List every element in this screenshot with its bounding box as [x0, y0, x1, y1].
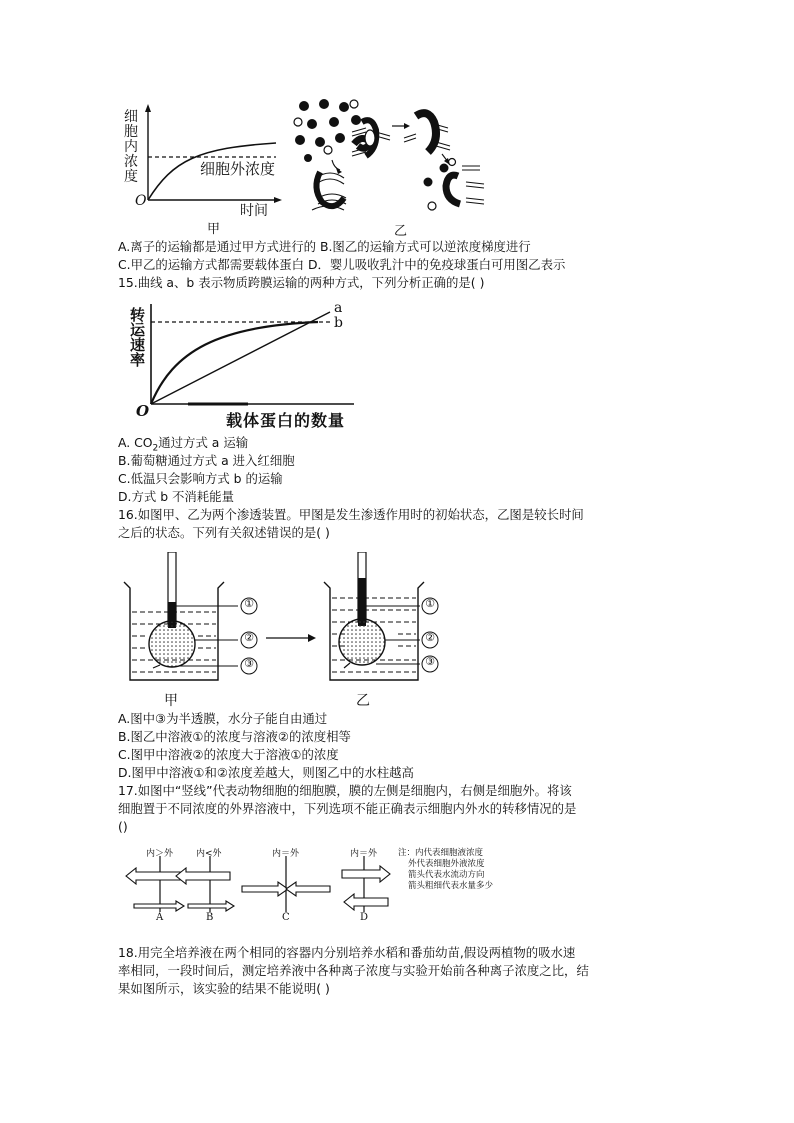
- jia-caption: 甲: [207, 222, 221, 237]
- q17-header-c: 内＝外: [272, 849, 300, 859]
- q15-option-c: C.低温只会影响方式 b 的运输: [118, 471, 283, 486]
- q17-header-d: 内＝外: [350, 849, 378, 859]
- q14-option-cd: C.甲乙的运输方式都需要载体蛋白 D．婴儿吸收乳汁中的免疫球蛋白可用图乙表示: [118, 257, 566, 272]
- q14-option-ab: A.离子的运输都是通过甲方式进行的 B.图乙的运输方式可以逆浓度梯度进行: [118, 239, 531, 254]
- jia-origin: O: [135, 193, 147, 209]
- osmosis-caption-jia: 甲: [164, 693, 178, 709]
- osmosis-caption-yi: 乙: [356, 693, 370, 709]
- q17-letter-c: C: [282, 912, 290, 923]
- q17-letter-d: D: [360, 912, 369, 923]
- label-1-jia: ①: [244, 597, 254, 610]
- jia-curve-label: 细胞外浓度: [200, 160, 276, 178]
- q17-stem-line2: 细胞置于不同浓度的外界溶液中，下列选项不能正确表示细胞内外水的转移情况的是: [118, 801, 577, 816]
- q16-option-c: C.图甲中溶液②的浓度大于溶液①的浓度: [118, 747, 339, 762]
- jia-ylabel: 细 胞 内 浓 度: [124, 109, 138, 185]
- q16-option-a: A.图中③为半透膜，水分子能自由通过: [118, 711, 328, 726]
- jia-xlabel: 时间: [240, 203, 268, 219]
- transport-origin: O: [136, 402, 150, 420]
- label-2-yi: ②: [425, 631, 435, 644]
- q17-letter-a: A: [156, 912, 164, 923]
- q17-notes: 注：内代表细胞液浓度 外代表细胞外液浓度 箭头代表水流动方向 箭头粗细代表水量多少: [398, 848, 494, 891]
- q16-stem-line2: 之后的状态。下列有关叙述错误的是( ): [118, 525, 330, 540]
- figure-transport-rate-graph: [118, 296, 358, 416]
- transport-xlabel: 载体蛋白的数量: [226, 411, 346, 430]
- curve-a-label: a: [334, 300, 343, 316]
- q17-letter-b: B: [206, 912, 214, 923]
- yi-caption: 乙: [394, 224, 408, 239]
- q17-header-a: 内＞外: [146, 849, 174, 859]
- figure-osmosis-apparatus: [118, 552, 448, 687]
- q15-option-a: A. $CO_2$通过方式 a 运输: [118, 435, 249, 454]
- q18-stem-line2: 率相同，一段时间后，测定培养液中各种离子浓度与实验开始前各种离子浓度之比，结: [118, 963, 589, 978]
- q16-option-b: B.图乙中溶液①的浓度与溶液②的浓度相等: [118, 729, 351, 744]
- q17-header-b: 内<外: [196, 849, 222, 859]
- q16-stem-line1: 16.如图甲、乙为两个渗透装置。甲图是发生渗透作用时的初始状态，乙图是较长时间: [118, 507, 584, 522]
- q15-option-b: B.葡萄糖通过方式 a 进入红细胞: [118, 453, 295, 468]
- figure-yi-membrane-transport: [292, 98, 497, 226]
- label-1-yi: ①: [425, 597, 435, 610]
- label-2-jia: ②: [244, 631, 254, 644]
- q18-stem-line3: 果如图所示，该实验的结果不能说明( ): [118, 981, 330, 996]
- q18-stem-line1: 18.用完全培养液在两个相同的容器内分别培养水稻和番茄幼苗,假设两植物的吸水速: [118, 945, 576, 960]
- q17-stem-line3: (): [118, 819, 128, 834]
- label-3-yi: ③: [425, 655, 435, 668]
- label-3-jia: ③: [244, 657, 254, 670]
- curve-b-label: b: [334, 315, 343, 331]
- q17-stem-line1: 17.如图中“竖线”代表动物细胞的细胞膜，膜的左侧是细胞内，右侧是细胞外。将该: [118, 783, 572, 798]
- q15-stem: 15.曲线 a、b 表示物质跨膜运输的两种方式，下列分析正确的是( ): [118, 275, 485, 290]
- q15-option-d: D.方式 b 不消耗能量: [118, 489, 234, 504]
- q16-option-d: D.图甲中溶液①和②浓度差越大，则图乙中的水柱越高: [118, 765, 414, 780]
- transport-rate-ylabel: 转 运 速 率: [130, 306, 146, 369]
